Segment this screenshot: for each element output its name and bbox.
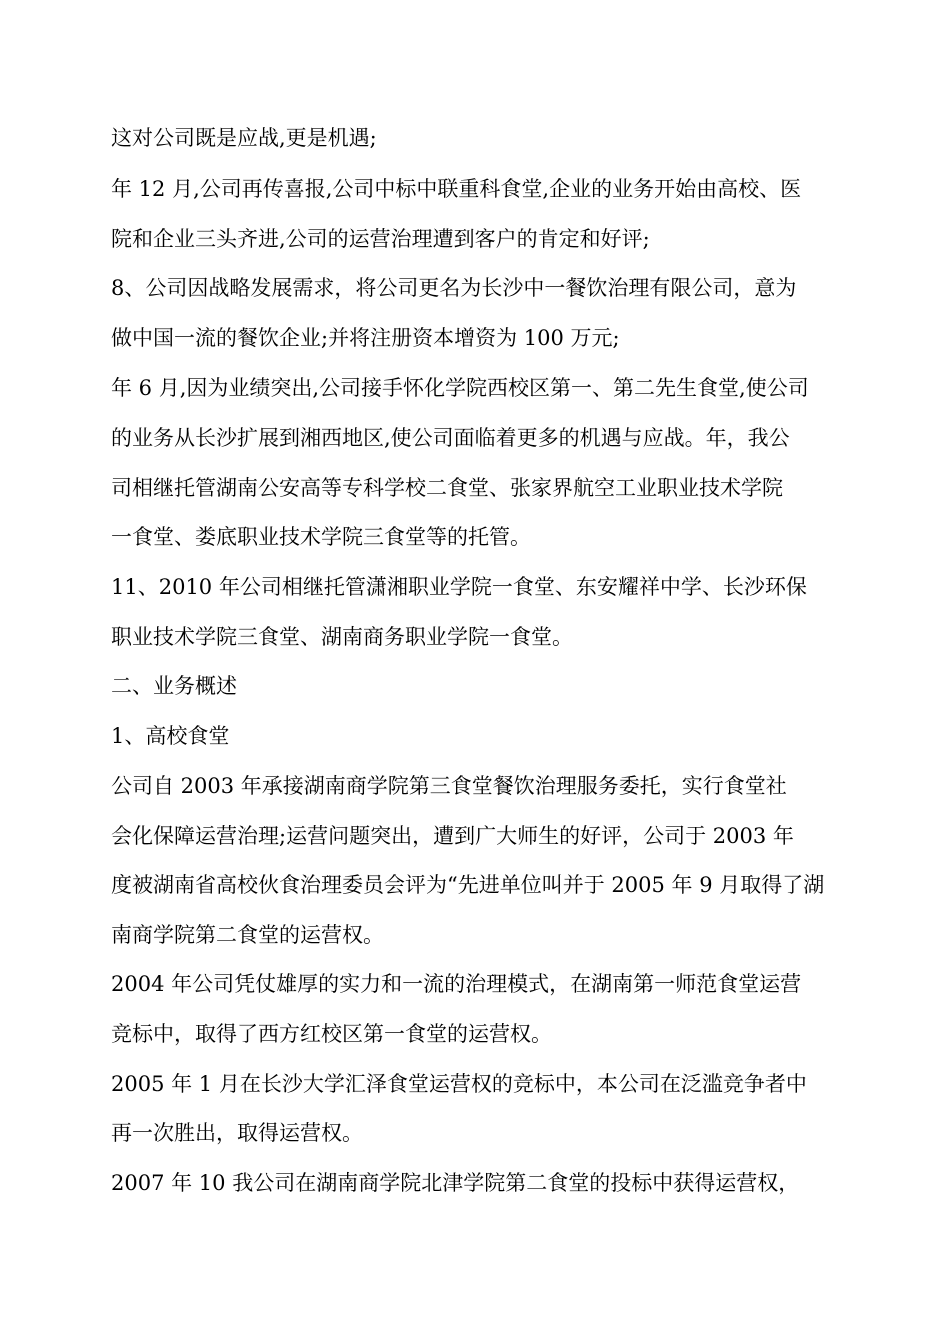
text-line: 年 6 月,因为业绩突出,公司接手怀化学院西校区第一、第二先生食堂,使公司 — [111, 376, 809, 400]
text-line: 一食堂、娄底职业技术学院三食堂等的托管。 — [111, 525, 531, 549]
text-line: 再一次胜出，取得运营权。 — [111, 1121, 363, 1145]
text-line: 2004 年公司凭仗雄厚的实力和一流的治理模式，在湖南第一师范食堂运营 — [111, 972, 802, 996]
text-line: 职业技术学院三食堂、湖南商务职业学院一食堂。 — [111, 625, 573, 649]
text-line: 司相继托管湖南公安高等专科学校二食堂、张家界航空工业职业技术学院 — [111, 476, 783, 500]
text-line: 2005 年 1 月在长沙大学汇泽食堂运营权的竞标中，本公司在泛滥竞争者中 — [111, 1072, 807, 1096]
text-line: 年 12 月,公司再传喜报,公司中标中联重科食堂,企业的业务开始由高校、医 — [111, 177, 802, 201]
subsection-heading: 1、高校食堂 — [111, 724, 230, 748]
text-line: 11、2010 年公司相继托管潇湘职业学院一食堂、东安耀祥中学、长沙环保 — [111, 575, 807, 599]
text-line: 2007 年 10 我公司在湖南商学院北津学院第二食堂的投标中获得运营权， — [111, 1171, 800, 1195]
text-line: 8、公司因战略发展需求，将公司更名为长沙中一餐饮治理有限公司，意为 — [111, 276, 797, 300]
text-line: 院和企业三头齐进,公司的运营治理遭到客户的肯定和好评; — [111, 227, 650, 251]
section-heading: 二、业务概述 — [111, 674, 237, 698]
text-line: 这对公司既是应战,更是机遇; — [111, 126, 377, 150]
text-line: 会化保障运营治理;运营问题突出，遭到广大师生的好评，公司于 2003 年 — [111, 824, 794, 848]
text-line: 度被湖南省高校伙食治理委员会评为“先进单位叫并于 2005 年 9 月取得了湖 — [111, 873, 825, 897]
text-line: 的业务从长沙扩展到湘西地区,使公司面临着更多的机遇与应战。年，我公 — [111, 426, 790, 450]
text-line: 竞标中，取得了西方红校区第一食堂的运营权。 — [111, 1022, 552, 1046]
text-line: 做中国一流的餐饮企业;并将注册资本增资为 100 万元; — [111, 326, 620, 350]
text-line: 南商学院第二食堂的运营权。 — [111, 923, 384, 947]
text-line: 公司自 2003 年承接湖南商学院第三食堂餐饮治理服务委托，实行食堂社 — [111, 774, 787, 798]
